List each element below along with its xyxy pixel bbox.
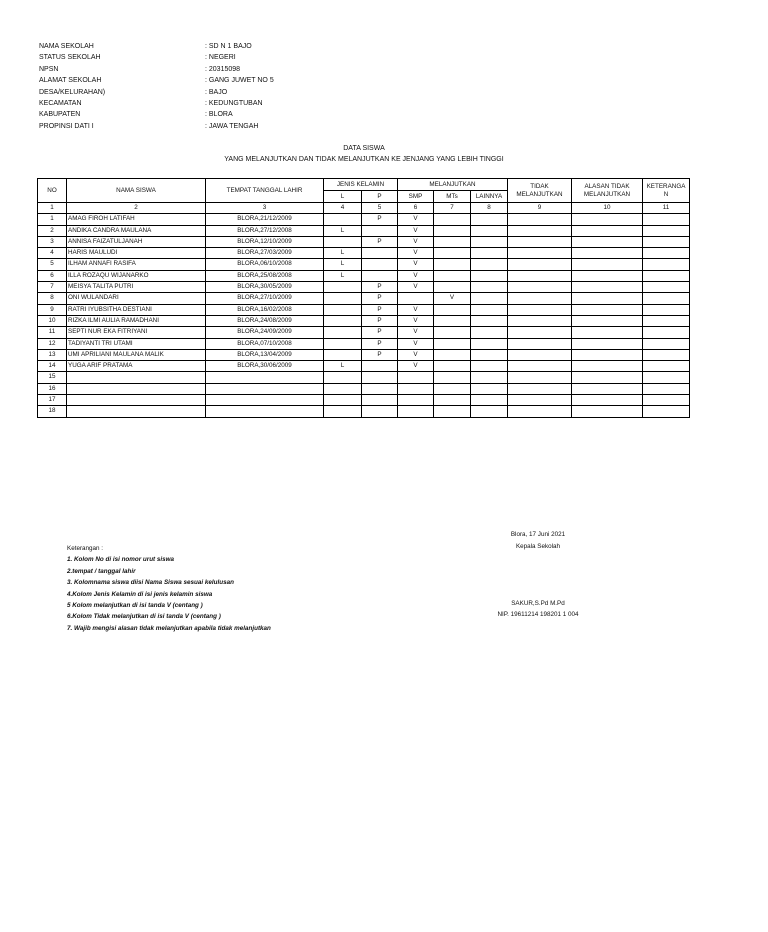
cell-alasan [572, 349, 643, 360]
cell-ttl: BLORA,12/10/2009 [206, 236, 324, 247]
table-row [38, 315, 690, 326]
column-index: 2 [67, 203, 206, 214]
note-item: 1. Kolom No di isi nomor urut siswa [67, 556, 175, 564]
cell-lainnya [471, 282, 508, 293]
cell-tidak [508, 293, 572, 304]
cell-no: 16 [38, 383, 67, 394]
cell-nama: YUGA ARIF PRATAMA [67, 361, 206, 372]
cell-keterangan [643, 361, 690, 372]
cell-l [324, 327, 362, 338]
info-row [39, 52, 274, 63]
cell-mts [434, 406, 471, 417]
table-row [38, 248, 690, 259]
table-row [38, 361, 690, 372]
cell-ttl: BLORA,24/08/2009 [206, 315, 324, 326]
cell-no: 9 [38, 304, 67, 315]
cell-lainnya [471, 327, 508, 338]
column-index: 4 [324, 203, 362, 214]
cell-lainnya [471, 248, 508, 259]
header-tidak-melanjutkan: TIDAK MELANJUTKAN [508, 179, 572, 203]
table-row [38, 214, 690, 225]
cell-alasan [572, 338, 643, 349]
cell-tidak [508, 248, 572, 259]
cell-lainnya [471, 406, 508, 417]
column-index: 10 [572, 203, 643, 214]
table-row [38, 395, 690, 406]
cell-mts [434, 361, 471, 372]
cell-p: P [362, 349, 398, 360]
cell-l [324, 383, 362, 394]
cell-keterangan [643, 406, 690, 417]
column-index-row [38, 203, 690, 214]
cell-l: L [324, 270, 362, 281]
cell-l [324, 293, 362, 304]
cell-p: P [362, 315, 398, 326]
info-value: : BLORA [205, 111, 233, 119]
cell-p [362, 383, 398, 394]
column-index: 7 [434, 203, 471, 214]
cell-mts [434, 282, 471, 293]
header-keterangan: KETERANGA N [643, 179, 690, 203]
cell-p: P [362, 304, 398, 315]
table-row [38, 259, 690, 270]
cell-l [324, 372, 362, 383]
cell-mts [434, 259, 471, 270]
cell-lainnya [471, 225, 508, 236]
cell-l [324, 349, 362, 360]
cell-alasan [572, 236, 643, 247]
info-row [39, 109, 274, 120]
info-label: KABUPATEN [39, 111, 81, 119]
cell-p: P [362, 282, 398, 293]
cell-tidak [508, 338, 572, 349]
cell-keterangan [643, 236, 690, 247]
cell-smp: V [398, 315, 434, 326]
cell-no: 10 [38, 315, 67, 326]
cell-mts [434, 349, 471, 360]
cell-alasan [572, 248, 643, 259]
table-row [38, 349, 690, 360]
cell-mts [434, 304, 471, 315]
cell-p [362, 395, 398, 406]
info-value: : SD N 1 BAJO [205, 43, 252, 50]
cell-tidak [508, 270, 572, 281]
cell-alasan [572, 259, 643, 270]
column-index: 6 [398, 203, 434, 214]
header-nama-siswa: NAMA SISWA [67, 179, 206, 203]
cell-alasan [572, 315, 643, 326]
cell-nama: SEPTI NUR EKA FITRIYANI [67, 327, 206, 338]
cell-nama: HARIS MAULUDI [67, 248, 206, 259]
cell-keterangan [643, 214, 690, 225]
cell-nama [67, 406, 206, 417]
cell-p [362, 270, 398, 281]
header-p: P [362, 191, 398, 203]
cell-tidak [508, 395, 572, 406]
cell-alasan [572, 406, 643, 417]
cell-p [362, 361, 398, 372]
cell-alasan [572, 327, 643, 338]
cell-mts [434, 372, 471, 383]
document-subtitle: YANG MELANJUTKAN DAN TIDAK MELANJUTKAN KE JENJANG YANG LEBIH TINGGI [224, 156, 504, 163]
cell-nama: ILLA ROZAQU WIJANARKO [67, 270, 206, 281]
cell-tidak [508, 214, 572, 225]
info-label: ALAMAT SEKOLAH [39, 77, 102, 85]
cell-alasan [572, 270, 643, 281]
header-ttl: TEMPAT TANGGAL LAHIR [206, 179, 324, 203]
cell-tidak [508, 315, 572, 326]
signature-nip: NIP. 19611214 198201 1 004 [497, 611, 579, 618]
cell-smp [398, 395, 434, 406]
cell-no: 12 [38, 338, 67, 349]
cell-l: L [324, 248, 362, 259]
table-row [38, 406, 690, 417]
cell-mts [434, 315, 471, 326]
cell-ttl: BLORA,30/06/2009 [206, 361, 324, 372]
cell-tidak [508, 259, 572, 270]
cell-mts [434, 225, 471, 236]
cell-ttl [206, 406, 324, 417]
header-lainnya: LAINNYA [471, 191, 508, 203]
cell-ttl [206, 395, 324, 406]
cell-smp: V [398, 225, 434, 236]
cell-no: 2 [38, 225, 67, 236]
table-row [38, 372, 690, 383]
cell-smp: V [398, 349, 434, 360]
cell-smp: V [398, 282, 434, 293]
cell-smp: V [398, 270, 434, 281]
cell-l [324, 214, 362, 225]
column-index: 8 [471, 203, 508, 214]
cell-lainnya [471, 293, 508, 304]
info-value: : KEDUNGTUBAN [205, 99, 263, 107]
cell-lainnya [471, 395, 508, 406]
cell-no: 6 [38, 270, 67, 281]
cell-l [324, 315, 362, 326]
cell-alasan [572, 361, 643, 372]
cell-l [324, 338, 362, 349]
cell-ttl: BLORA,06/10/2008 [206, 259, 324, 270]
cell-nama: ANDIKA CANDRA MAULANA [67, 225, 206, 236]
cell-ttl: BLORA,25/08/2008 [206, 270, 324, 281]
header-melanjutkan: MELANJUTKAN [398, 179, 508, 191]
cell-tidak [508, 225, 572, 236]
cell-nama: ILHAM ANNAFI RASIFA [67, 259, 206, 270]
cell-mts: V [434, 293, 471, 304]
cell-smp: V [398, 304, 434, 315]
cell-tidak [508, 282, 572, 293]
note-item: 3. Kolomnama siswa diisi Nama Siswa sesuai kelulusan [67, 579, 234, 587]
cell-keterangan [643, 304, 690, 315]
cell-alasan [572, 214, 643, 225]
cell-tidak [508, 361, 572, 372]
cell-no: 14 [38, 361, 67, 372]
cell-lainnya [471, 304, 508, 315]
cell-keterangan [643, 338, 690, 349]
cell-smp [398, 406, 434, 417]
cell-ttl: BLORA,27/03/2009 [206, 248, 324, 259]
document-title: DATA SISWA [343, 145, 385, 152]
cell-keterangan [643, 293, 690, 304]
signature-name: SAKUR,S.Pd M.Pd [511, 600, 565, 607]
info-row [39, 75, 274, 86]
cell-mts [434, 383, 471, 394]
cell-lainnya [471, 214, 508, 225]
column-index: 9 [508, 203, 572, 214]
cell-ttl: BLORA,16/02/2008 [206, 304, 324, 315]
header-l: L [324, 191, 362, 203]
info-row [39, 41, 274, 52]
cell-p: P [362, 293, 398, 304]
header-jenis-kelamin: JENIS KELAMIN [324, 179, 398, 191]
cell-mts [434, 395, 471, 406]
cell-ttl: BLORA,27/10/2009 [206, 293, 324, 304]
signature-role: Kepala Sekolah [515, 543, 561, 550]
cell-nama: UMI APRILIANI MAULANA MALIK [67, 349, 206, 360]
cell-mts [434, 214, 471, 225]
cell-ttl: BLORA,07/10/2008 [206, 338, 324, 349]
cell-keterangan [643, 315, 690, 326]
cell-alasan [572, 225, 643, 236]
cell-no: 11 [38, 327, 67, 338]
note-item: 6.Kolom Tidak melanjutkan di isi tanda V (centang ) [67, 613, 221, 621]
info-row [39, 64, 274, 75]
header-mts: MTs [434, 191, 471, 203]
cell-no: 5 [38, 259, 67, 270]
cell-p [362, 225, 398, 236]
cell-keterangan [643, 349, 690, 360]
cell-smp: V [398, 248, 434, 259]
cell-l: L [324, 361, 362, 372]
column-index: 1 [38, 203, 67, 214]
cell-l [324, 236, 362, 247]
cell-tidak [508, 304, 572, 315]
table-row [38, 225, 690, 236]
cell-lainnya [471, 383, 508, 394]
info-value: : BAJO [205, 88, 228, 96]
cell-lainnya [471, 236, 508, 247]
cell-nama: MEISYA TALITA PUTRI [67, 282, 206, 293]
cell-p: P [362, 338, 398, 349]
cell-nama: RATRI IYUBSITHA DESTIANI [67, 304, 206, 315]
cell-alasan [572, 372, 643, 383]
header-smp: SMP [398, 191, 434, 203]
cell-alasan [572, 293, 643, 304]
cell-smp [398, 293, 434, 304]
cell-smp [398, 372, 434, 383]
cell-nama: RIZKA ILMI AULIA RAMADHANI [67, 315, 206, 326]
note-item: 2.tempat / tanggal lahir [67, 567, 136, 575]
column-index: 11 [643, 203, 690, 214]
cell-l: L [324, 225, 362, 236]
cell-p [362, 259, 398, 270]
cell-tidak [508, 327, 572, 338]
cell-l [324, 304, 362, 315]
cell-mts [434, 270, 471, 281]
cell-lainnya [471, 338, 508, 349]
cell-nama [67, 395, 206, 406]
cell-ttl: BLORA,27/12/2008 [206, 225, 324, 236]
cell-tidak [508, 406, 572, 417]
cell-ttl: BLORA,24/09/2009 [206, 327, 324, 338]
cell-l [324, 395, 362, 406]
cell-keterangan [643, 248, 690, 259]
cell-nama: ONI WULANDARI [67, 293, 206, 304]
info-row [39, 121, 274, 132]
cell-keterangan [643, 383, 690, 394]
cell-lainnya [471, 259, 508, 270]
cell-l [324, 406, 362, 417]
school-info [39, 41, 274, 132]
info-label: KECAMATAN [39, 99, 82, 107]
info-label: NPSN [39, 65, 59, 73]
column-index: 5 [362, 203, 398, 214]
table-row [38, 327, 690, 338]
cell-no: 7 [38, 282, 67, 293]
notes-title: Keterangan : [67, 545, 104, 552]
cell-p [362, 406, 398, 417]
info-row [39, 87, 274, 98]
cell-ttl [206, 383, 324, 394]
cell-tidak [508, 349, 572, 360]
cell-p: P [362, 236, 398, 247]
note-item: 7. Wajib mengisi alasan tidak melanjutkan apabila tidak melanjutkan [67, 624, 271, 632]
table-row [38, 304, 690, 315]
cell-keterangan [643, 259, 690, 270]
cell-lainnya [471, 372, 508, 383]
cell-smp: V [398, 259, 434, 270]
cell-keterangan [643, 395, 690, 406]
cell-nama: AMAG FIROH LATIFAH [67, 214, 206, 225]
cell-ttl: BLORA,13/04/2009 [206, 349, 324, 360]
info-value: : NEGERI [205, 54, 236, 62]
cell-nama [67, 383, 206, 394]
cell-mts [434, 327, 471, 338]
cell-smp: V [398, 338, 434, 349]
cell-nama: ANNISA FAIZATULJANAH [67, 236, 206, 247]
cell-l: L [324, 259, 362, 270]
cell-smp: V [398, 214, 434, 225]
cell-smp [398, 383, 434, 394]
notes [67, 543, 271, 634]
cell-keterangan [643, 270, 690, 281]
table-row [38, 236, 690, 247]
info-value: : JAWA TENGAH [205, 122, 259, 130]
cell-alasan [572, 304, 643, 315]
cell-no: 17 [38, 395, 67, 406]
table-row [38, 338, 690, 349]
cell-l [324, 282, 362, 293]
cell-no: 15 [38, 372, 67, 383]
cell-ttl: BLORA,21/12/2009 [206, 214, 324, 225]
cell-tidak [508, 383, 572, 394]
cell-p [362, 372, 398, 383]
cell-nama [67, 372, 206, 383]
cell-no: 4 [38, 248, 67, 259]
cell-tidak [508, 236, 572, 247]
cell-nama: TADIYANTI TRI UTAMI [67, 338, 206, 349]
cell-alasan [572, 395, 643, 406]
student-table [37, 178, 690, 418]
info-row [39, 98, 274, 109]
column-index: 3 [206, 203, 324, 214]
cell-smp: V [398, 361, 434, 372]
info-label: NAMA SEKOLAH [39, 43, 94, 50]
info-value: : GANG JUWET NO 5 [205, 77, 274, 85]
cell-no: 1 [38, 214, 67, 225]
cell-no: 3 [38, 236, 67, 247]
cell-lainnya [471, 270, 508, 281]
header-alasan: ALASAN TIDAK MELANJUTKAN [572, 179, 643, 203]
cell-keterangan [643, 282, 690, 293]
cell-mts [434, 236, 471, 247]
cell-lainnya [471, 315, 508, 326]
cell-p [362, 248, 398, 259]
cell-no: 13 [38, 349, 67, 360]
table-row [38, 270, 690, 281]
info-value: : 20315098 [205, 65, 241, 73]
cell-ttl [206, 372, 324, 383]
cell-p: P [362, 327, 398, 338]
cell-keterangan [643, 225, 690, 236]
cell-alasan [572, 282, 643, 293]
info-label: STATUS SEKOLAH [39, 54, 101, 62]
cell-no: 18 [38, 406, 67, 417]
table-row [38, 282, 690, 293]
signature-place-date: Blora, 17 Juni 2021 [510, 531, 566, 538]
cell-ttl: BLORA,30/05/2009 [206, 282, 324, 293]
info-label: PROPINSI DATI I [39, 122, 94, 130]
cell-alasan [572, 383, 643, 394]
cell-smp: V [398, 327, 434, 338]
cell-smp: V [398, 236, 434, 247]
cell-keterangan [643, 372, 690, 383]
note-item: 5 Kolom melanjutkan di isi tanda V (centang ) [67, 602, 203, 610]
header-no: NO [38, 179, 67, 203]
cell-lainnya [471, 349, 508, 360]
cell-tidak [508, 372, 572, 383]
table-row [38, 293, 690, 304]
table-row [38, 383, 690, 394]
note-item: 4.Kolom Jenis Kelamin di isi jenis kelamin siswa [67, 590, 213, 598]
cell-no: 8 [38, 293, 67, 304]
info-label: DESA/KELURAHAN) [39, 88, 106, 96]
cell-lainnya [471, 361, 508, 372]
cell-mts [434, 338, 471, 349]
cell-mts [434, 248, 471, 259]
cell-p: P [362, 214, 398, 225]
cell-keterangan [643, 327, 690, 338]
